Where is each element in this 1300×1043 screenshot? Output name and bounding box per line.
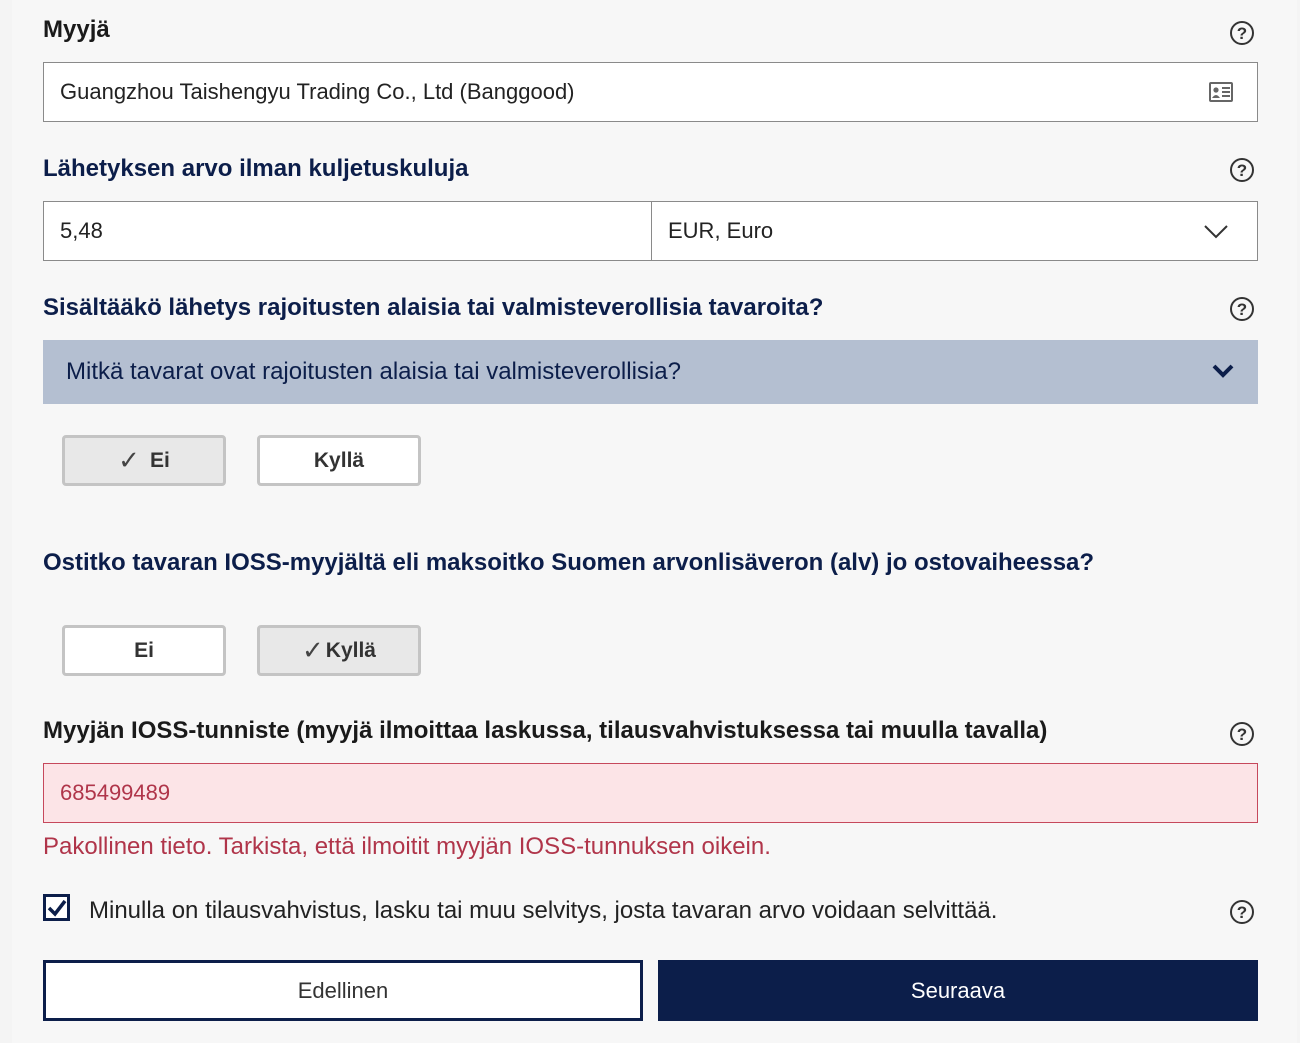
ioss-question: Ostitko tavaran IOSS-myyjältä eli maksoitko Suomen arvonlisäveron (alv) jo ostovaiheessa? [43,549,1095,576]
checkbox-checked-icon [47,899,67,917]
currency-select[interactable] [651,201,1258,261]
amount-value: 5,48 [60,218,103,243]
restricted-no-button[interactable]: ✓ Ei [62,435,226,486]
value-label: Lähetyksen arvo ilman kuljetuskuluja [43,155,469,182]
ioss-no-button[interactable]: Ei [62,625,226,676]
ioss-id-input[interactable] [43,763,1258,823]
contact-card-icon[interactable] [1209,82,1233,102]
confirmation-checkbox[interactable] [43,894,70,921]
help-icon[interactable]: ? [1230,297,1254,321]
confirmation-label: Minulla on tilausvahvistus, lasku tai muu selvitys, josta tavaran arvo voidaan selvittää. [89,897,998,924]
help-icon[interactable]: ? [1230,158,1254,182]
ioss-yes-button[interactable]: ✓ Kyllä [257,625,421,676]
seller-value: Guangzhou Taishengyu Trading Co., Ltd (Banggood) [60,79,575,104]
ioss-id-value: 685499489 [60,780,171,805]
help-icon[interactable]: ? [1230,900,1254,924]
check-icon: ✓ [302,635,324,665]
help-icon[interactable]: ? [1230,722,1254,746]
currency-value: EUR, Euro [668,218,774,243]
customs-form [12,0,1297,1043]
seller-input[interactable] [43,62,1258,122]
accordion-label: Mitkä tavarat ovat rajoitusten alaisia tai valmisteverollisia? [66,358,681,385]
next-button[interactable]: Seuraava [658,960,1258,1021]
restricted-goods-accordion[interactable] [43,340,1258,404]
ioss-id-label: Myyjän IOSS-tunniste (myyjä ilmoittaa laskussa, tilausvahvistuksessa tai muulla tavalla) [43,717,1048,744]
ioss-id-error: Pakollinen tieto. Tarkista, että ilmoitit myyjän IOSS-tunnuksen oikein. [43,833,771,860]
amount-input[interactable] [43,201,652,261]
restricted-question: Sisältääkö lähetys rajoitusten alaisia tai valmisteverollisia tavaroita? [43,294,824,321]
help-icon[interactable]: ? [1230,21,1254,45]
previous-button[interactable]: Edellinen [43,960,643,1021]
seller-label: Myyjä [43,16,110,43]
check-icon: ✓ [118,445,140,475]
bold-chevron-down-icon [1212,364,1234,378]
chevron-down-icon [1203,224,1229,240]
restricted-yes-button[interactable]: Kyllä [257,435,421,486]
